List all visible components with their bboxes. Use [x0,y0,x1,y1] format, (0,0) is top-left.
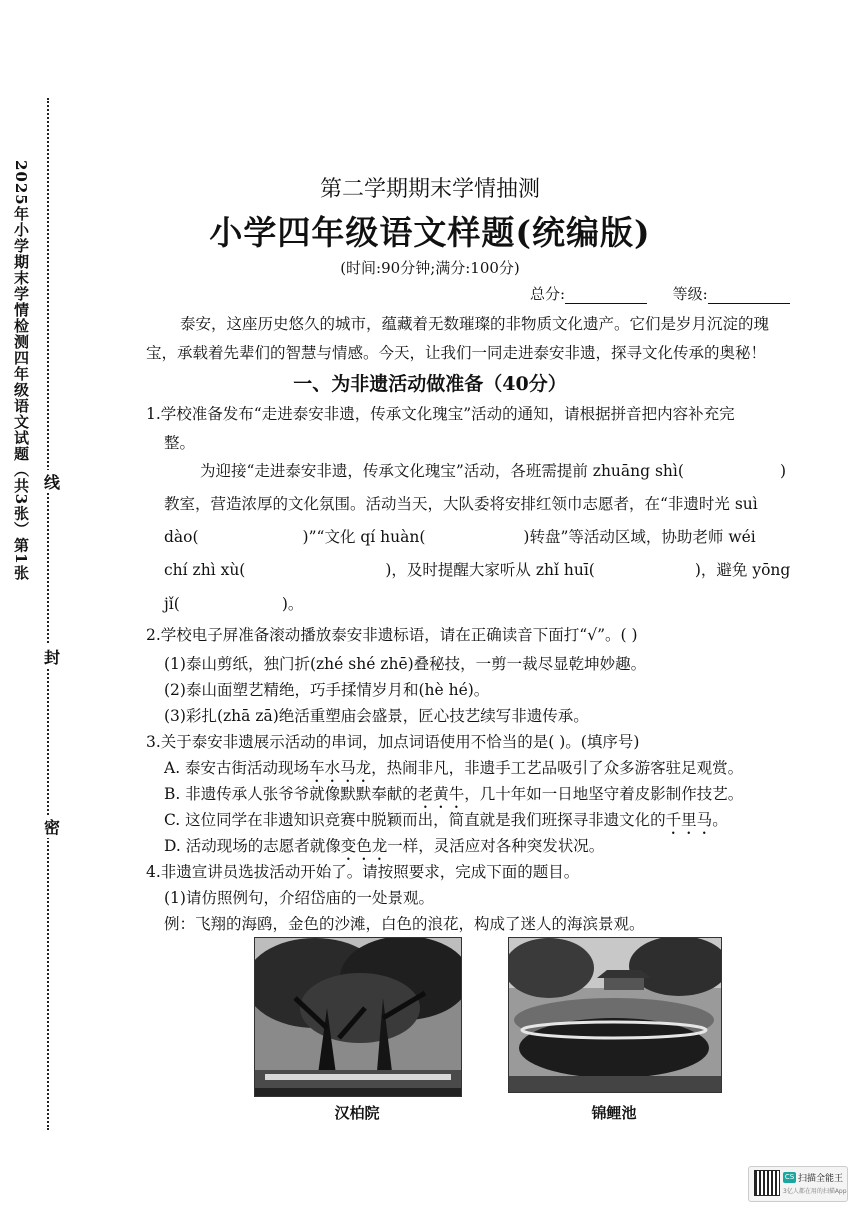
q3-dotted-word: 变色龙 [340,837,388,855]
q1-passage-line-3 [164,525,756,547]
binding-mark-seal: 封 [40,645,64,668]
q3-text: 一样，灵活应对各种突发状况。 [387,837,605,855]
exam-time-score: (时间:90分钟;满分:100分) [340,259,520,277]
q3-text: ，几十年如一日地坚守着皮影制作技艺。 [464,785,744,803]
q3-text: 。 [712,811,728,829]
q1-text: )”“文化 qí huàn( [302,528,426,546]
q3-text: D. 活动现场的志愿者就像 [164,837,341,855]
score-grade-line [530,283,790,304]
q3-dotted-word: 车水马龙 [309,759,372,777]
cypress-tree-image [255,938,461,1096]
section-1-title: 一、为非遗活动做准备（40分） [293,373,567,395]
q3-text: C. 这位同学在非遗知识竞赛中脱颖而出，简直就是我们班探寻非遗文化的 [164,811,666,829]
q3-stem: 3.关于泰安非遗展示活动的串词，加点词语使用不恰当的是( )。(填序号) [146,733,640,751]
exam-title: 小学四年级语文样题(统编版) [209,213,651,252]
q1-text: 为迎接“走进泰安非遗，传承文化瑰宝”活动，各班需提前 zhuāng shì( [200,462,684,480]
q3-text: A. 泰安古街活动现场 [164,759,310,777]
photo-caption-hanbaiyuan: 汉柏院 [334,1104,380,1122]
q1-text: ) [779,462,786,480]
grade-blank[interactable] [708,289,790,304]
exam-subtitle: 第二学期期末学情抽测 [319,177,540,202]
camscanner-logo-icon: CS [784,1173,795,1181]
photo-jinlichi [508,937,722,1093]
q1-passage-line-4 [164,558,790,580]
total-score-label: 总分: [530,285,566,303]
q3-dotted-word: 老黄牛 [417,785,465,803]
q2-item-2: (2)泰山面塑艺精绝，巧手揉情岁月和(hè hé)。 [164,681,490,699]
q4-sub-1: (1)请仿照例句，介绍岱庙的一处景观。 [164,889,434,907]
binding-mark-line: 线 [40,470,64,493]
q4-example: 例：飞翔的海鸥，金色的沙滩，白色的浪花，构成了迷人的海滨景观。 [164,915,645,933]
q1-text: )转盘”等活动区域，协助老师 wéi [523,528,756,546]
koi-pond-image [509,938,721,1092]
intro-line-2: 宝，承载着先辈们的智慧与情感。今天，让我们一同走进泰安非遗，探寻文化传承的奥秘！ [146,344,767,362]
scanner-app-slogan: 3亿人都在用的扫描App [783,1188,847,1195]
scanner-app-name: 扫描全能王 [798,1174,844,1184]
q3-text: ，热闹非凡，非遗手工艺品吸引了众多游客驻足观赏。 [371,759,744,777]
q1-text: chí zhì xù( [164,561,246,579]
q1-passage-line-1 [200,459,786,481]
q3-text: B. 非遗传承人张爷爷就像默默奉献的 [164,785,418,803]
binding-mark-secret: 密 [40,815,64,838]
photo-caption-jinlichi: 锦鲤池 [591,1104,637,1122]
q1-stem-line-1: 1.学校准备发布“走进泰安非遗，传承文化瑰宝”活动的通知，请根据拼音把内容补充完 [146,405,735,423]
q2-item-1: (1)泰山剪纸，独门折(zhé shé zhē)叠秘技，一剪一裁尽显乾坤妙趣。 [164,655,647,673]
qr-code-icon [754,1170,780,1196]
q1-text: )，及时提醒大家听从 zhǐ huī( [385,561,595,579]
q1-passage-line-2: 教室，营造浓厚的文化氛围。活动当天，大队委将安排红领巾志愿者，在“非遗时光 suì [164,495,758,513]
q4-stem: 4.非遗宣讲员选拔活动开始了。请按照要求，完成下面的题目。 [146,863,580,881]
q3-dotted-word: 千里马 [665,811,713,829]
q1-passage-line-5 [164,592,303,614]
q2-item-3: (3)彩扎(zhā zā)绝活重塑庙会盛景，匠心技艺续写非遗传承。 [164,707,589,725]
intro-line-1: 泰安，这座历史悠久的城市，蕴藏着无数璀璨的非物质文化遗产。它们是岁月沉淀的瑰 [180,315,770,333]
total-score-blank[interactable] [565,289,647,304]
q1-stem-line-2: 整。 [164,434,196,452]
q1-text: jǐ( [164,595,180,613]
photo-hanbaiyuan [254,937,462,1097]
grade-label: 等级: [672,285,708,303]
q1-text: )，避免 yōng [694,561,791,579]
q1-text: )。 [281,595,304,613]
binding-exam-title: 2025年小学期末学情检测四年级语文试题（共3张）第1张 [12,160,30,581]
q1-text: dào( [164,528,199,546]
q2-stem: 2.学校电子屏准备滚动播放泰安非遗标语，请在正确读音下面打“√”。( ) [146,626,638,644]
